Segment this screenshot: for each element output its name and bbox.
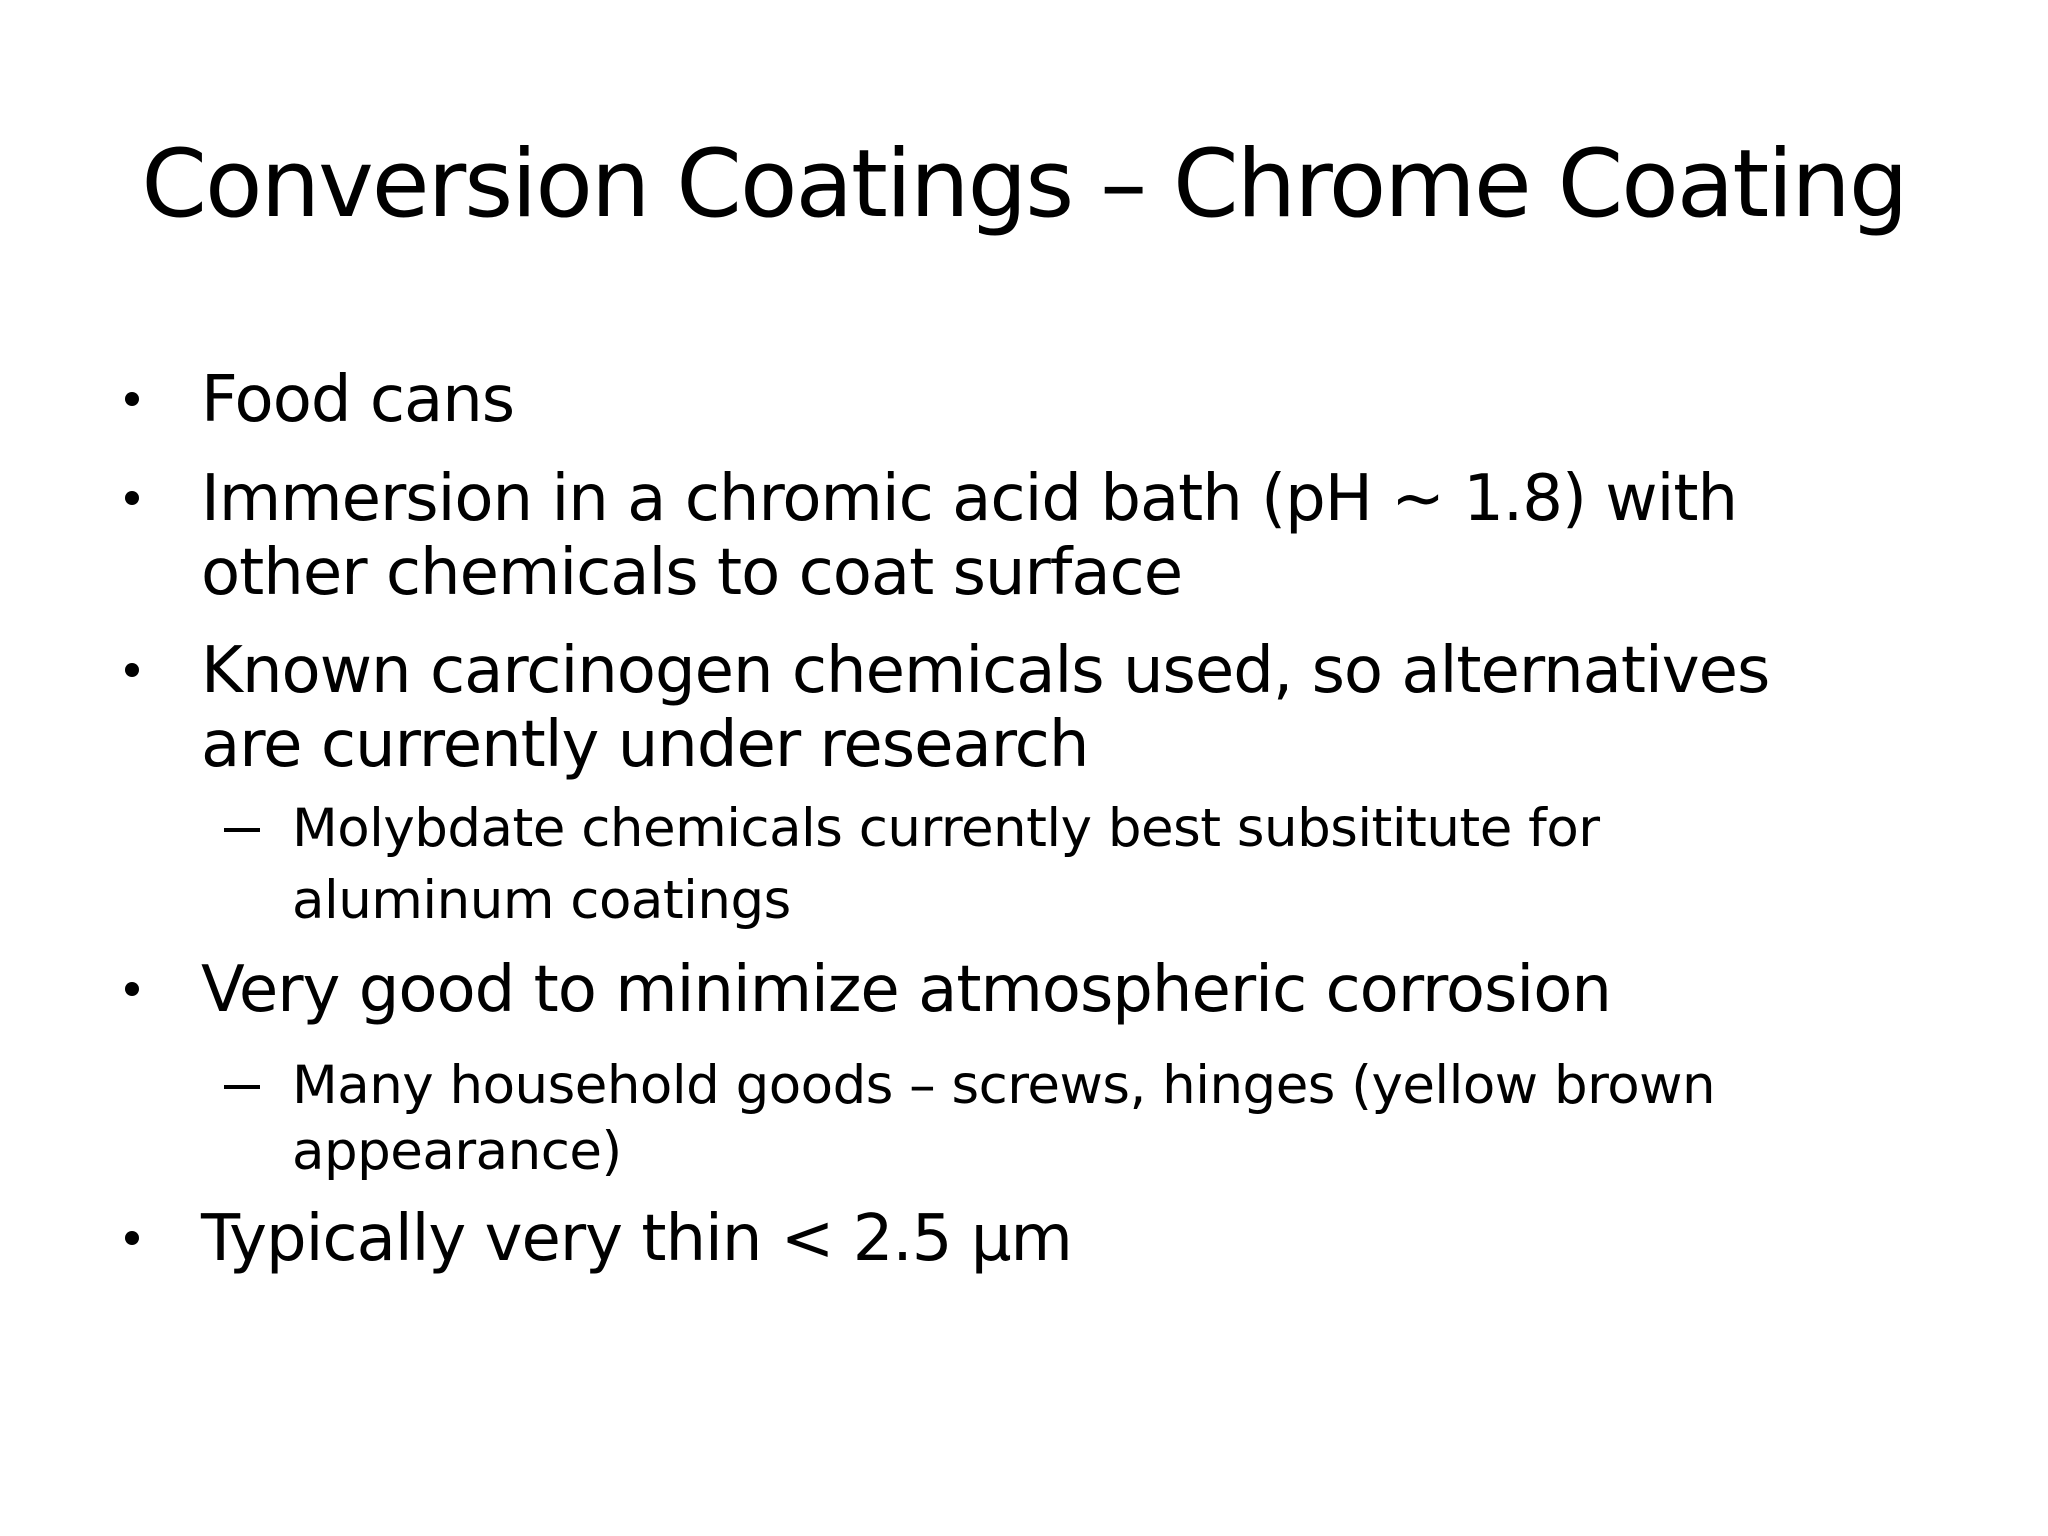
subbullet-household xyxy=(292,1050,1715,1188)
dash-icon xyxy=(224,1085,260,1089)
bullet-immersion xyxy=(201,458,1737,614)
subbullet-text: aluminum coatings xyxy=(292,870,791,931)
bullet-carcinogen xyxy=(201,630,1769,786)
bullet-text: Very good to minimize atmospheric corrosion xyxy=(201,953,1611,1027)
bullet-text: Immersion in a chromic acid bath (pH ~ 1.8) with xyxy=(201,462,1738,536)
bullet-dot-icon xyxy=(125,982,139,996)
bullet-food-cans xyxy=(201,359,514,441)
bullet-dot-icon xyxy=(125,663,139,677)
dash-icon xyxy=(224,828,260,832)
bullet-text: Food cans xyxy=(201,363,515,437)
bullet-dot-icon xyxy=(125,491,139,505)
subbullet-text: appearance) xyxy=(292,1121,622,1182)
bullet-text: Typically very thin < 2.5 μm xyxy=(201,1202,1072,1276)
bullet-text: other chemicals to coat surface xyxy=(201,536,1183,610)
subbullet-text: Many household goods – screws, hinges (yellow brown xyxy=(292,1055,1716,1116)
bullet-dot-icon xyxy=(125,392,139,406)
bullet-dot-icon xyxy=(125,1231,139,1245)
bullet-thickness xyxy=(201,1198,1072,1280)
bullet-text: are currently under research xyxy=(201,708,1089,782)
subbullet-text: Molybdate chemicals currently best subsititute for xyxy=(292,798,1600,859)
slide-title: Conversion Coatings – Chrome Coating xyxy=(141,130,1907,239)
bullet-atmospheric xyxy=(201,949,1611,1031)
bullet-text: Known carcinogen chemicals used, so alternatives xyxy=(201,634,1770,708)
subbullet-molybdate xyxy=(292,793,1600,937)
